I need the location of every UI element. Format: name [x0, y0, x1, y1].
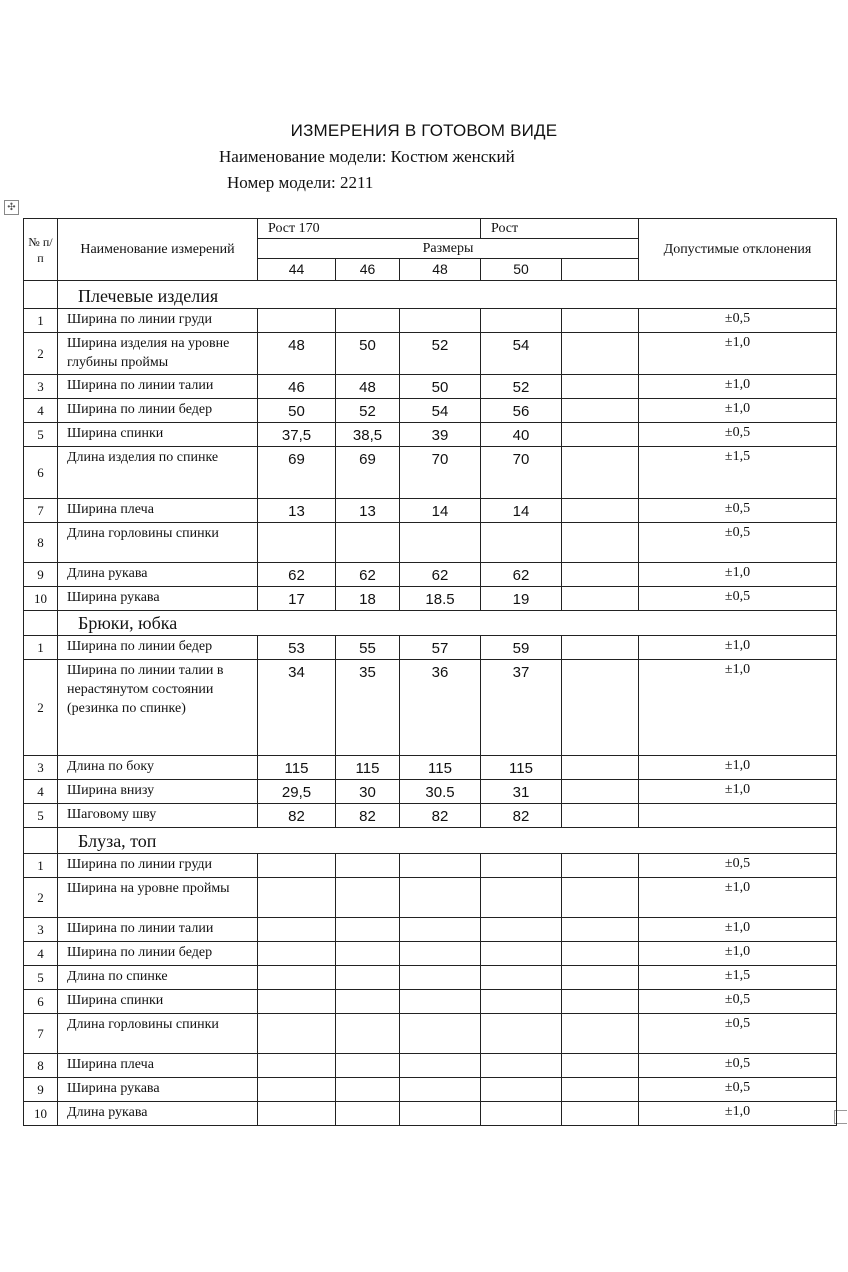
- measurement-name: Ширина по линии бедер: [58, 942, 258, 966]
- size-value-cell: [336, 1078, 400, 1102]
- size-value-cell: [562, 636, 639, 660]
- size-value-cell: 62: [400, 563, 481, 587]
- size-value-cell: 14: [481, 499, 562, 523]
- size-value-cell: 115: [336, 756, 400, 780]
- size-value-cell: 52: [481, 375, 562, 399]
- size-value-cell: 39: [400, 423, 481, 447]
- size-value-cell: 50: [336, 333, 400, 375]
- table-row: [24, 966, 837, 990]
- size-value-cell: 50: [258, 399, 336, 423]
- table-row: [24, 918, 837, 942]
- size-value-cell: 54: [481, 333, 562, 375]
- row-number: 1: [24, 636, 58, 660]
- row-number: 8: [24, 1054, 58, 1078]
- table-row: [24, 854, 837, 878]
- measurement-name: Ширина спинки: [58, 990, 258, 1014]
- row-number: 1: [24, 854, 58, 878]
- table-row: [24, 309, 837, 333]
- size-value-cell: [400, 1054, 481, 1078]
- tolerance-value: ±0,5: [639, 523, 837, 563]
- size-value-cell: [400, 1102, 481, 1126]
- row-number: 4: [24, 399, 58, 423]
- row-number: 7: [24, 1014, 58, 1054]
- size-value-cell: 115: [258, 756, 336, 780]
- row-number: 6: [24, 990, 58, 1014]
- size-value-cell: 54: [400, 399, 481, 423]
- table-row: [24, 636, 837, 660]
- size-header-50: 50: [481, 259, 562, 281]
- measurement-name: Длина изделия по спинке: [58, 447, 258, 499]
- measurement-name: Ширина внизу: [58, 780, 258, 804]
- size-value-cell: [481, 966, 562, 990]
- size-value-cell: 82: [481, 804, 562, 828]
- size-value-cell: 69: [258, 447, 336, 499]
- tolerance-value: ±1,5: [639, 447, 837, 499]
- table-row: [24, 804, 837, 828]
- size-value-cell: 62: [258, 563, 336, 587]
- size-value-cell: 13: [336, 499, 400, 523]
- size-value-cell: [562, 990, 639, 1014]
- section-number-cell: [24, 828, 58, 854]
- size-header-extra: [562, 259, 639, 281]
- size-value-cell: [258, 309, 336, 333]
- row-number: 5: [24, 804, 58, 828]
- size-value-cell: 30: [336, 780, 400, 804]
- measurement-name: Ширина по линии талии: [58, 375, 258, 399]
- measurement-name: Ширина плеча: [58, 499, 258, 523]
- tolerance-value: ±1,0: [639, 375, 837, 399]
- row-number: 3: [24, 918, 58, 942]
- size-value-cell: [562, 423, 639, 447]
- size-value-cell: [562, 447, 639, 499]
- table-row: [24, 756, 837, 780]
- size-value-cell: 18: [336, 587, 400, 611]
- size-value-cell: [562, 780, 639, 804]
- size-header-44: 44: [258, 259, 336, 281]
- section-number-cell: [24, 611, 58, 636]
- size-value-cell: [258, 966, 336, 990]
- size-value-cell: [400, 1078, 481, 1102]
- measurement-name: Ширина рукава: [58, 1078, 258, 1102]
- table-row: [24, 1102, 837, 1126]
- measurement-name: Шаговому шву: [58, 804, 258, 828]
- size-value-cell: [400, 854, 481, 878]
- size-value-cell: 13: [258, 499, 336, 523]
- model-number: Номер модели: 2211: [227, 173, 374, 192]
- size-value-cell: 48: [336, 375, 400, 399]
- measurement-name: Ширина по линии бедер: [58, 399, 258, 423]
- size-value-cell: [400, 918, 481, 942]
- size-value-cell: [336, 1102, 400, 1126]
- size-value-cell: 62: [481, 563, 562, 587]
- section-row: [24, 828, 837, 854]
- row-number: 10: [24, 587, 58, 611]
- size-value-cell: [336, 942, 400, 966]
- size-value-cell: 70: [481, 447, 562, 499]
- height-header-170: Рост 170: [258, 219, 481, 239]
- column-header-number: № п/ п: [24, 219, 58, 281]
- table-row: [24, 563, 837, 587]
- size-value-cell: 46: [258, 375, 336, 399]
- height-header-2: Рост: [481, 219, 639, 239]
- size-value-cell: 29,5: [258, 780, 336, 804]
- size-value-cell: [562, 523, 639, 563]
- tolerance-value: ±0,5: [639, 854, 837, 878]
- table-row: [24, 942, 837, 966]
- size-value-cell: 40: [481, 423, 562, 447]
- size-value-cell: 31: [481, 780, 562, 804]
- measurement-name: Длина по спинке: [58, 966, 258, 990]
- size-value-cell: [336, 966, 400, 990]
- tolerance-value: ±1,0: [639, 756, 837, 780]
- size-value-cell: 18.5: [400, 587, 481, 611]
- size-value-cell: [481, 990, 562, 1014]
- measurement-name: Ширина по линии груди: [58, 309, 258, 333]
- size-value-cell: 35: [336, 660, 400, 756]
- section-number-cell: [24, 281, 58, 309]
- size-value-cell: 70: [400, 447, 481, 499]
- tolerance-value: ±1,0: [639, 918, 837, 942]
- size-value-cell: [562, 499, 639, 523]
- tolerance-value: ±1,0: [639, 942, 837, 966]
- size-value-cell: [481, 854, 562, 878]
- size-value-cell: [562, 309, 639, 333]
- size-value-cell: [481, 523, 562, 563]
- measurement-name: Длина рукава: [58, 563, 258, 587]
- measurement-name: Ширина по линии талии в нерастянутом состоянии (резинка по спинке): [58, 660, 258, 756]
- table-row: [24, 1054, 837, 1078]
- size-value-cell: [258, 854, 336, 878]
- size-value-cell: [481, 1102, 562, 1126]
- size-value-cell: 17: [258, 587, 336, 611]
- size-value-cell: 82: [400, 804, 481, 828]
- measurement-name: Длина по боку: [58, 756, 258, 780]
- size-value-cell: [562, 918, 639, 942]
- table-row: [24, 399, 837, 423]
- row-number: 3: [24, 756, 58, 780]
- table-move-handle-icon[interactable]: ✣: [4, 200, 19, 215]
- size-value-cell: [258, 918, 336, 942]
- measurement-name: Ширина по линии талии: [58, 918, 258, 942]
- size-value-cell: 115: [481, 756, 562, 780]
- size-value-cell: [562, 1102, 639, 1126]
- measurement-name: Ширина по линии груди: [58, 854, 258, 878]
- table-row: [24, 375, 837, 399]
- column-header-tolerance: Допустимые отклонения: [639, 219, 837, 281]
- size-value-cell: 55: [336, 636, 400, 660]
- size-value-cell: [336, 918, 400, 942]
- size-value-cell: [562, 942, 639, 966]
- tolerance-value: ±1,0: [639, 399, 837, 423]
- size-value-cell: [400, 966, 481, 990]
- size-value-cell: [562, 587, 639, 611]
- size-value-cell: 34: [258, 660, 336, 756]
- size-value-cell: 59: [481, 636, 562, 660]
- size-value-cell: [562, 756, 639, 780]
- table-row: [24, 523, 837, 563]
- size-value-cell: [258, 1102, 336, 1126]
- tolerance-value: ±0,5: [639, 499, 837, 523]
- size-value-cell: [258, 1054, 336, 1078]
- size-value-cell: [562, 399, 639, 423]
- size-value-cell: 82: [336, 804, 400, 828]
- table-row: [24, 447, 837, 499]
- tolerance-value: ±1,0: [639, 878, 837, 918]
- size-value-cell: 52: [336, 399, 400, 423]
- row-number: 7: [24, 499, 58, 523]
- size-value-cell: [258, 878, 336, 918]
- size-value-cell: [400, 1014, 481, 1054]
- size-value-cell: 53: [258, 636, 336, 660]
- size-value-cell: [481, 309, 562, 333]
- measurement-name: Ширина изделия на уровне глубины проймы: [58, 333, 258, 375]
- row-number: 9: [24, 1078, 58, 1102]
- measurement-name: Ширина спинки: [58, 423, 258, 447]
- tolerance-value: ±0,5: [639, 309, 837, 333]
- tolerance-value: ±0,5: [639, 423, 837, 447]
- model-name: Наименование модели: Костюм женский: [219, 147, 515, 166]
- section-row: [24, 611, 837, 636]
- size-value-cell: 48: [258, 333, 336, 375]
- tolerance-value: ±1,0: [639, 1102, 837, 1126]
- table-row: [24, 1078, 837, 1102]
- size-value-cell: [400, 523, 481, 563]
- section-title: Брюки, юбка: [58, 611, 837, 636]
- size-value-cell: [562, 375, 639, 399]
- row-number: 8: [24, 523, 58, 563]
- size-value-cell: [400, 309, 481, 333]
- tolerance-value: ±0,5: [639, 1078, 837, 1102]
- size-value-cell: [481, 1078, 562, 1102]
- size-value-cell: [562, 878, 639, 918]
- size-value-cell: [400, 878, 481, 918]
- size-value-cell: 14: [400, 499, 481, 523]
- size-value-cell: [400, 990, 481, 1014]
- tolerance-value: ±1,0: [639, 636, 837, 660]
- size-value-cell: [336, 309, 400, 333]
- measurement-name: Длина горловины спинки: [58, 523, 258, 563]
- section-title: Блуза, топ: [58, 828, 837, 854]
- size-value-cell: 30.5: [400, 780, 481, 804]
- tolerance-value: ±0,5: [639, 1054, 837, 1078]
- row-number: 2: [24, 660, 58, 756]
- table-body: [24, 281, 837, 1126]
- table-row: [24, 423, 837, 447]
- size-value-cell: 38,5: [336, 423, 400, 447]
- tolerance-value: ±1,5: [639, 966, 837, 990]
- tolerance-value: ±0,5: [639, 1014, 837, 1054]
- table-row: [24, 1014, 837, 1054]
- size-value-cell: [562, 333, 639, 375]
- section-title: Плечевые изделия: [58, 281, 837, 309]
- row-number: 6: [24, 447, 58, 499]
- size-value-cell: [562, 563, 639, 587]
- row-number: 1: [24, 309, 58, 333]
- size-value-cell: [481, 918, 562, 942]
- size-value-cell: [258, 523, 336, 563]
- sizes-header: Размеры: [258, 239, 639, 259]
- size-value-cell: [336, 854, 400, 878]
- table-row: [24, 333, 837, 375]
- section-row: [24, 281, 837, 309]
- size-value-cell: 50: [400, 375, 481, 399]
- measurement-name: Ширина рукава: [58, 587, 258, 611]
- size-header-46: 46: [336, 259, 400, 281]
- tolerance-value: ±0,5: [639, 587, 837, 611]
- size-value-cell: [481, 1054, 562, 1078]
- size-value-cell: [562, 1014, 639, 1054]
- size-value-cell: 82: [258, 804, 336, 828]
- size-value-cell: [258, 1014, 336, 1054]
- tolerance-value: [639, 804, 837, 828]
- table-row: [24, 990, 837, 1014]
- table-row: [24, 660, 837, 756]
- table-row: [24, 878, 837, 918]
- size-value-cell: [336, 1014, 400, 1054]
- size-value-cell: [336, 878, 400, 918]
- size-value-cell: [481, 942, 562, 966]
- table-row: [24, 587, 837, 611]
- size-value-cell: 69: [336, 447, 400, 499]
- measurement-name: Длина горловины спинки: [58, 1014, 258, 1054]
- row-number: 4: [24, 942, 58, 966]
- tolerance-value: ±1,0: [639, 563, 837, 587]
- row-number: 2: [24, 333, 58, 375]
- measurement-name: Ширина плеча: [58, 1054, 258, 1078]
- size-value-cell: [481, 878, 562, 918]
- tolerance-value: ±0,5: [639, 990, 837, 1014]
- size-value-cell: [336, 990, 400, 1014]
- size-value-cell: [336, 1054, 400, 1078]
- column-header-name: Наименование измерений: [58, 219, 258, 281]
- measurements-table: [23, 218, 837, 1126]
- size-value-cell: 37,5: [258, 423, 336, 447]
- size-value-cell: [562, 804, 639, 828]
- measurement-name: Длина рукава: [58, 1102, 258, 1126]
- row-number: 5: [24, 423, 58, 447]
- measurement-name: Ширина по линии бедер: [58, 636, 258, 660]
- size-value-cell: 56: [481, 399, 562, 423]
- size-value-cell: 19: [481, 587, 562, 611]
- size-value-cell: [562, 966, 639, 990]
- tolerance-value: ±1,0: [639, 333, 837, 375]
- size-value-cell: 62: [336, 563, 400, 587]
- size-value-cell: [258, 1078, 336, 1102]
- row-number: 9: [24, 563, 58, 587]
- size-value-cell: 115: [400, 756, 481, 780]
- tolerance-value: ±1,0: [639, 660, 837, 756]
- size-header-48: 48: [400, 259, 481, 281]
- size-value-cell: 57: [400, 636, 481, 660]
- row-number: 2: [24, 878, 58, 918]
- size-value-cell: [562, 854, 639, 878]
- size-value-cell: [258, 942, 336, 966]
- row-number: 3: [24, 375, 58, 399]
- size-value-cell: 37: [481, 660, 562, 756]
- size-value-cell: [481, 1014, 562, 1054]
- table-row: [24, 499, 837, 523]
- row-number: 5: [24, 966, 58, 990]
- size-value-cell: [400, 942, 481, 966]
- size-value-cell: [258, 990, 336, 1014]
- size-value-cell: [562, 660, 639, 756]
- size-value-cell: 52: [400, 333, 481, 375]
- row-number: 10: [24, 1102, 58, 1126]
- size-value-cell: [562, 1078, 639, 1102]
- table-row: [24, 780, 837, 804]
- tolerance-value: ±1,0: [639, 780, 837, 804]
- measurement-name: Ширина на уровне проймы: [58, 878, 258, 918]
- size-value-cell: [562, 1054, 639, 1078]
- size-value-cell: [336, 523, 400, 563]
- row-number: 4: [24, 780, 58, 804]
- page-title: ИЗМЕРЕНИЯ В ГОТОВОМ ВИДЕ: [290, 121, 558, 140]
- size-value-cell: 36: [400, 660, 481, 756]
